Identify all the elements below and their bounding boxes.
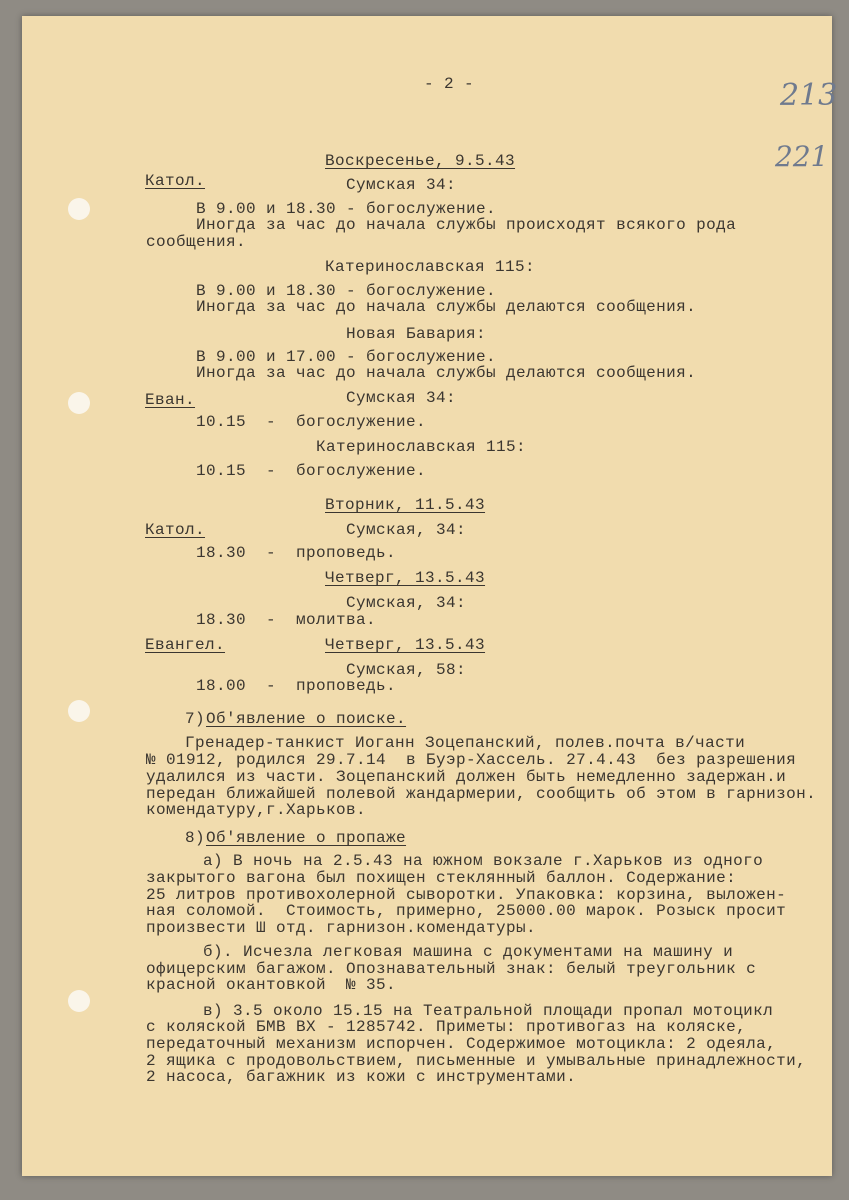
section-number: 7)	[185, 710, 206, 728]
denomination-label: Катол.	[145, 172, 206, 190]
text-line: закрытого вагона был похищен стеклянный баллон. Содержание:	[146, 869, 737, 887]
text-line: В 9.00 и 18.30 - богослужение.	[196, 200, 497, 218]
text-line: комендатуру,г.Харьков.	[146, 801, 367, 819]
address: Сумская, 34:	[346, 594, 467, 612]
text-line: В 9.00 и 17.00 - богослужение.	[196, 348, 497, 366]
address: Сумская, 34:	[346, 521, 467, 539]
text-line: с коляской БМВ ВХ - 1285742. Приметы: противогаз на коляске,	[146, 1018, 747, 1036]
text-line: 10.15 - богослужение.	[196, 462, 427, 480]
section-title: Об'явление о пропаже	[206, 829, 407, 847]
text-line: Иногда за час до начала службы происходят всякого рода	[196, 216, 737, 234]
text-line: офицерским багажом. Опознавательный знак: белый треугольник с	[146, 960, 757, 978]
text-line: ная соломой. Стоимость, примерно, 25000.00 марок. Розыск просит	[146, 902, 787, 920]
text-line: 10.15 - богослужение.	[196, 413, 427, 431]
text-line: 18.30 - проповедь.	[196, 544, 397, 562]
text-line: б). Исчезла легковая машина с документами на машину и	[203, 943, 734, 961]
text-line: а) В ночь на 2.5.43 на южном вокзале г.Харьков из одного	[203, 852, 764, 870]
address: Катеринославская 115:	[316, 438, 527, 456]
punch-hole	[68, 392, 90, 414]
date-heading: Воскресенье, 9.5.43	[325, 152, 516, 170]
text-line: в) 3.5 около 15.15 на Театральной площади пропал мотоцикл	[203, 1002, 774, 1020]
text-line: 2 насоса, багажник из кожи с инструментами.	[146, 1068, 577, 1086]
text-line: удалился из части. Зоцепанский должен быть немедленно задержан.и	[146, 768, 787, 786]
text-line: № 01912, родился 29.7.14 в Буэр-Хассель. 27.4.43 без разрешения	[146, 751, 797, 769]
address: Сумская, 58:	[346, 661, 467, 679]
denomination-label: Катол.	[145, 521, 206, 539]
address: Сумская 34:	[346, 176, 457, 194]
address: Новая Бавария:	[346, 325, 487, 343]
address: Сумская 34:	[346, 389, 457, 407]
archive-number-1: 213	[780, 78, 838, 113]
punch-hole	[68, 198, 90, 220]
text-line: 18.30 - молитва.	[196, 611, 377, 629]
date-heading: Четверг, 13.5.43	[325, 569, 486, 587]
text-line: красной окантовкой № 35.	[146, 976, 397, 994]
text-line: передан ближайшей полевой жандармерии, сообщить об этом в гарнизон.	[146, 785, 817, 803]
punch-hole	[68, 990, 90, 1012]
punch-hole	[68, 700, 90, 722]
text-line: 18.00 - проповедь.	[196, 677, 397, 695]
text-line: 2 ящика с продовольствием, письменные и умывальные принадлежности,	[146, 1052, 807, 1070]
page-number: - 2 -	[424, 75, 475, 93]
archive-number-2: 221	[775, 140, 829, 173]
text-line: В 9.00 и 18.30 - богослужение.	[196, 282, 497, 300]
denomination-label: Еван.	[145, 391, 196, 409]
text-line: Гренадер-танкист Иоганн Зоцепанский, полев.почта в/части	[185, 734, 746, 752]
section-number: 8)	[185, 829, 206, 847]
section-title: Об'явление о поиске.	[206, 710, 407, 728]
text-line: Иногда за час до начала службы делаются сообщения.	[196, 298, 697, 316]
date-heading: Вторник, 11.5.43	[325, 496, 486, 514]
date-heading: Четверг, 13.5.43	[325, 636, 486, 654]
denomination-label: Евангел.	[145, 636, 226, 654]
text-line: 25 литров противохолерной сыворотки. Упаковка: корзина, выложен-	[146, 886, 787, 904]
text-line: Иногда за час до начала службы делаются сообщения.	[196, 364, 697, 382]
text-line: произвести Ш отд. гарнизон.комендатуры.	[146, 919, 537, 937]
text-line: передаточный механизм испорчен. Содержимое мотоцикла: 2 одеяла,	[146, 1035, 777, 1053]
text-line: сообщения.	[146, 233, 247, 251]
address: Катеринославская 115:	[325, 258, 536, 276]
